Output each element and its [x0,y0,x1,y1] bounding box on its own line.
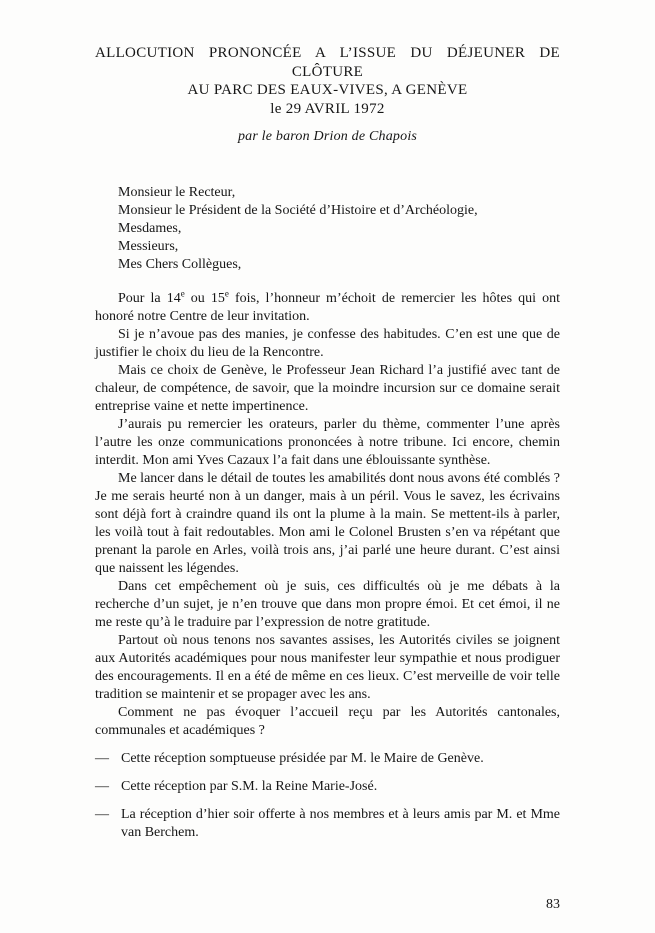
list-item [95,750,560,768]
paragraph-text: fois, l’honneur m’échoit de remercier les hôtes qui ont honoré notre Centre de leur invitation. [95,291,561,324]
body-text [95,290,560,740]
paragraph: Dans cet empêchement où je suis, ces difficultés où je me débats à la recherche d’un sujet, je n’en trouve que dans mon propre émoi. Et cet émoi, il ne me reste qu’à le traduire par l’expression de notre gratitude. [95,579,560,630]
paragraph: Mais ce choix de Genève, le Professeur Jean Richard l’a justifié avec tant de chaleur, de compétence, de savoir, que la moindre incursion sur ce domaine serait entreprise vaine et nette impertinence. [95,363,560,414]
list-item [95,778,560,796]
paragraph-text: Pour la 14 [118,291,181,306]
salutation-line: Monsieur le Président de la Société d’Histoire et d’Archéologie, [118,203,478,218]
paragraph [95,290,560,326]
title-line-4: le 29 AVRIL 1972 [270,100,385,117]
title-line-3: AU PARC DES EAUX-VIVES, A GENÈVE [187,82,468,98]
salutation-line: Monsieur le Recteur, [118,185,236,200]
paragraph: Me lancer dans le détail de toutes les amabilités dont nous avons été comblés ? Je me serais heurté non à un danger, mais à un péril. Vous le savez, les écrivains sont déjà fort à craindre quand ils ont la plume à la main. Se mettent-ils à parler, les voilà tout à fait redoutables. Mon ami le Colonel Brusten s’en va répétant que prenant la parole en Arles, voilà trois ans, j’ai parlé une heure durant. C’est ainsi que naissent les légendes. [95,471,560,576]
ordinal-superscript: e [224,288,229,299]
salutation-line: Mes Chers Collègues, [118,257,242,272]
ordinal-superscript: e [180,288,185,299]
title-line-2: CLÔTURE [291,63,364,80]
title-block [95,44,560,118]
title-line-1: ALLOCUTION PRONONCÉE A L’ISSUE DU DÉJEUNER DE [95,45,560,61]
list-item-text: Cette réception somptueuse présidée par M. le Maire de Genève. [121,751,484,766]
em-dash-bullet: — [95,779,109,794]
salutation-line: Mesdames, [118,221,182,236]
em-dash-bullet: — [95,807,109,822]
paragraph: Comment ne pas évoquer l’accueil reçu par les Autorités cantonales, communales et académiques ? [95,705,560,738]
paragraph: J’aurais pu remercier les orateurs, parler du thème, commenter l’une après l’autre les onze communications prononcées à notre tribune. Ici encore, chemin interdit. Mon ami Yves Cazaux l’a fait dans une éblouissante synthèse. [95,417,560,468]
paragraph-text: ou 15 [184,291,225,306]
paragraph: Partout où nous tenons nos savantes assises, les Autorités civiles se joignent aux Autorités académiques pour nous manifester leur sympathie et nous prodiguer des encouragements. Il en a été de même en ces lieux. C’est merveille de voir telle tradition se maintenir et se propager avec les ans. [95,633,560,702]
page-number: 83 [546,897,560,912]
list-item-text: Cette réception par S.M. la Reine Marie-José. [121,779,378,794]
paragraph: Si je n’avoue pas des manies, je confesse des habitudes. C’en est une que de justifier le choix du lieu de la Rencontre. [95,327,560,360]
list-item-text: La réception d’hier soir offerte à nos membres et à leurs amis par M. et Mme van Berchem. [121,807,560,840]
list-item [95,806,560,842]
em-dash-bullet: — [95,751,109,766]
reception-list [95,750,560,842]
salutation-block [118,184,560,274]
byline: par le baron Drion de Chapois [237,129,418,144]
salutation-line: Messieurs, [118,239,179,254]
